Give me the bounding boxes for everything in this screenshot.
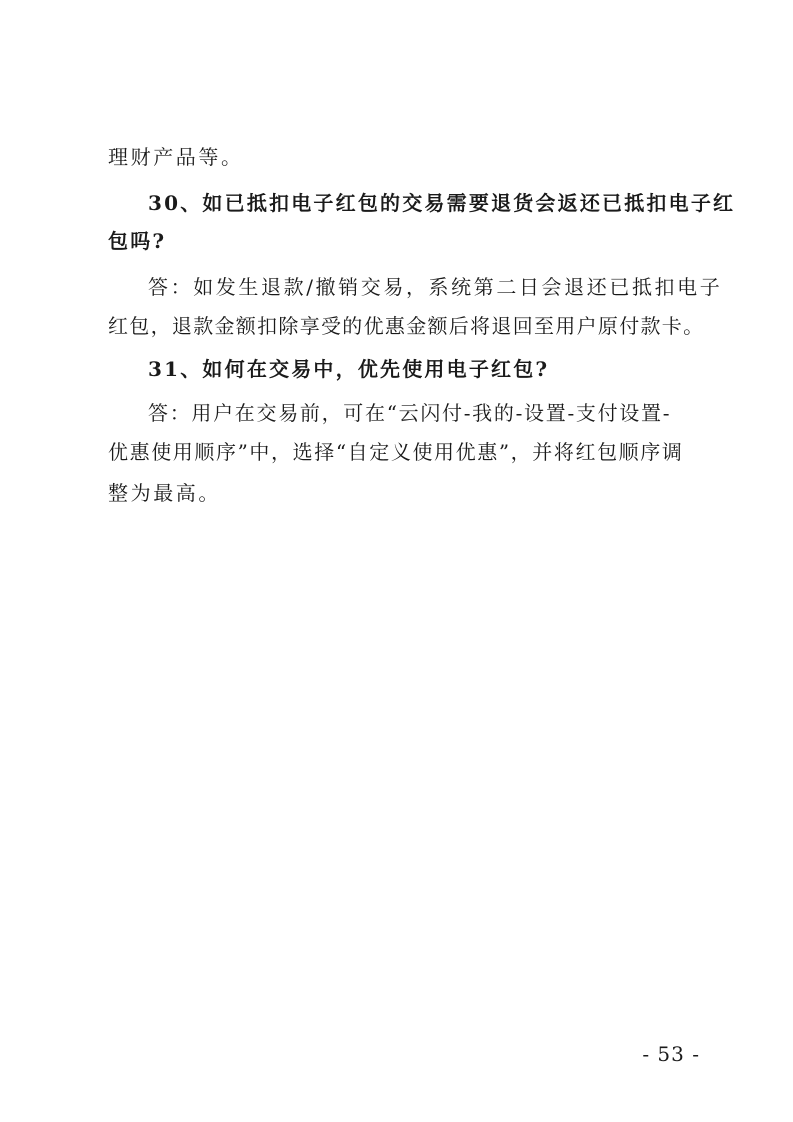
answer-31-line-1: 答：用户在交易前，可在“云闪付-我的-设置-支付设置- xyxy=(148,401,672,425)
question-30-line-2: 包吗? xyxy=(108,229,167,253)
paragraph-continuation: 理财产品等。 xyxy=(108,145,244,169)
question-31: 31、如何在交易中，优先使用电子红包? xyxy=(148,357,550,381)
answer-31-line-2: 优惠使用顺序”中，选择“自定义使用优惠”，并将红包顺序调 xyxy=(108,440,684,464)
answer-30-line-1: 答：如发生退款/撤销交易，系统第二日会退还已抵扣电子 xyxy=(148,275,723,299)
answer-30-line-2: 红包，退款金额扣除享受的优惠金额后将退回至用户原付款卡。 xyxy=(108,314,705,338)
page-number: - 53 - xyxy=(642,1042,700,1066)
question-30-line-1: 30、如已抵扣电子红包的交易需要退货会返还已抵扣电子红 xyxy=(148,191,736,215)
answer-31-line-3: 整为最高。 xyxy=(108,481,221,505)
